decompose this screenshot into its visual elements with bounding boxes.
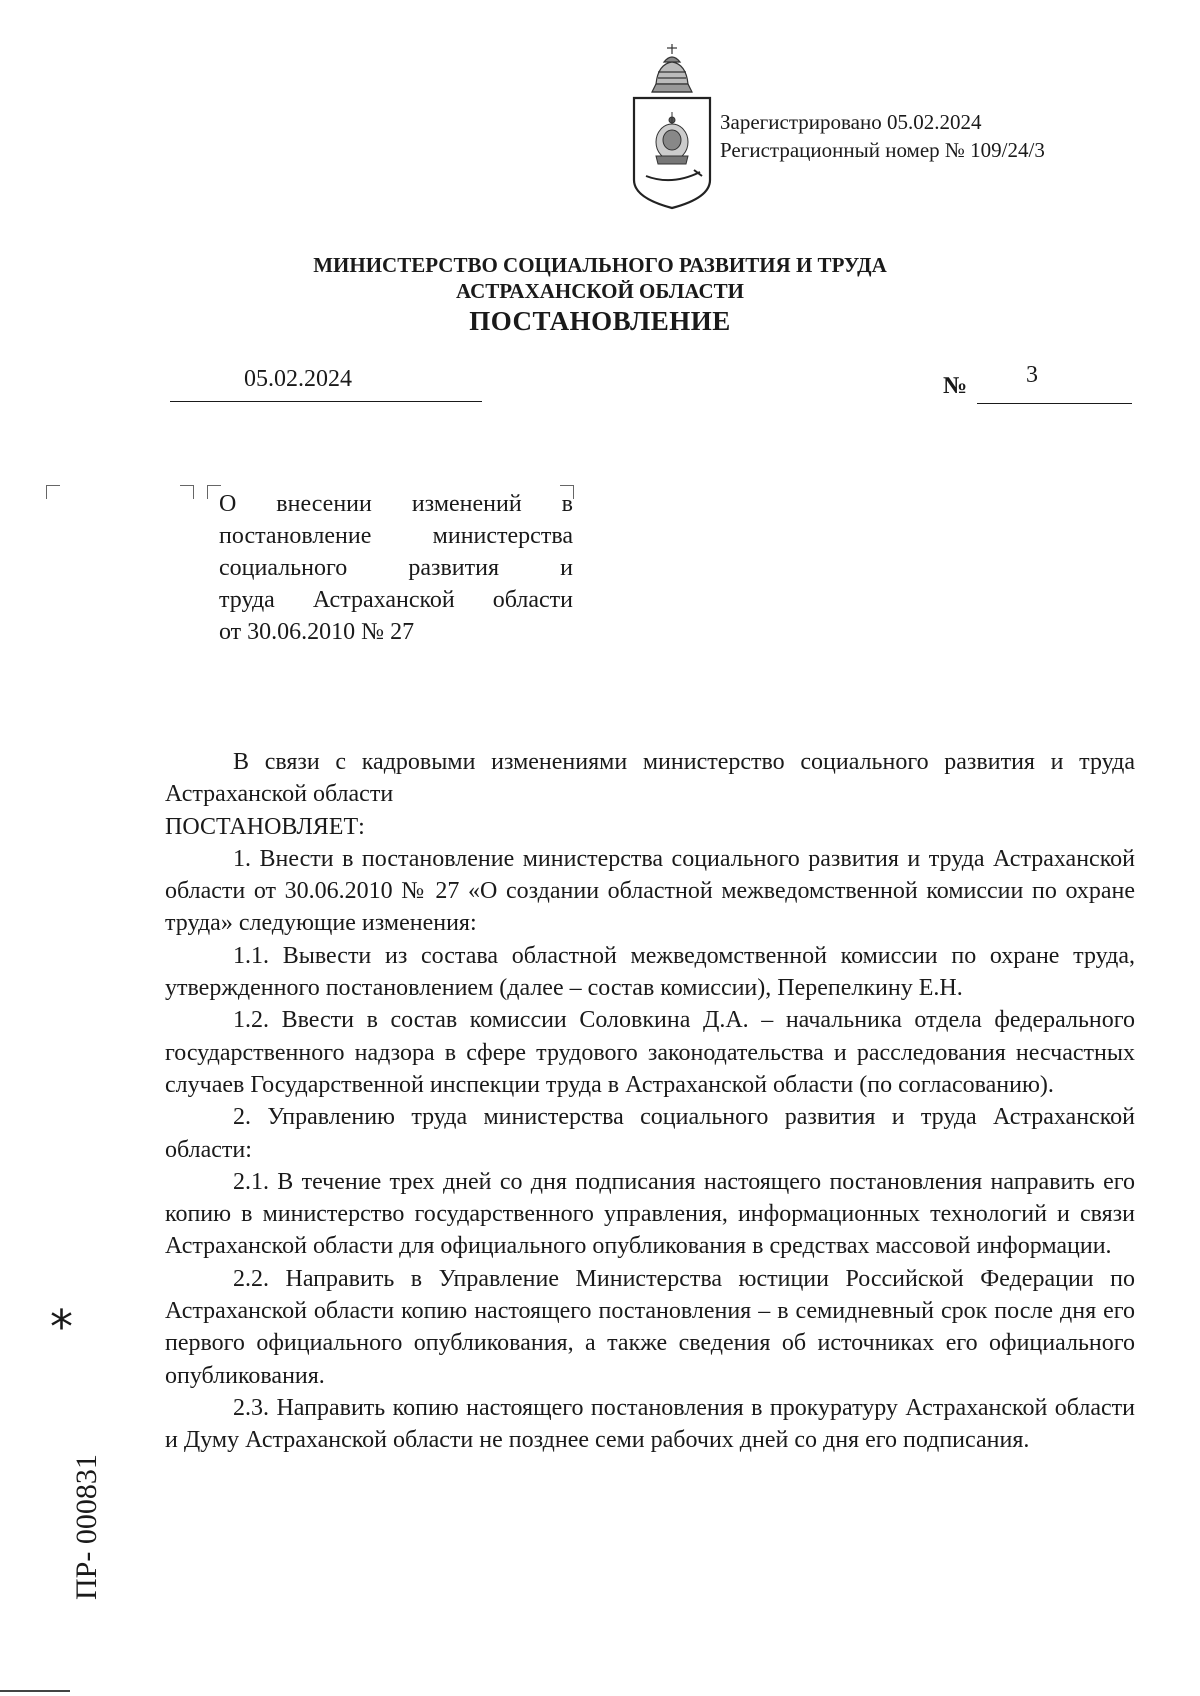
corner-mark-outer (46, 485, 60, 499)
clause-2-2: 2.2. Направить в Управление Министерства юстиции Российской Федерации по Астраханской области копию настоящего постановления – в семидневный срок после дня его первого официального опубликования, а также сведения об источниках его официального опубликования. (165, 1265, 1135, 1389)
registration-date: Зарегистрировано 05.02.2024 (720, 110, 982, 134)
coat-of-arms-emblem (628, 42, 716, 210)
document-date: 05.02.2024 (244, 366, 352, 392)
intro-paragraph: В связи с кадровыми изменениями министерство социального развития и труда Астраханской области (165, 749, 1135, 808)
date-underline (170, 401, 482, 402)
subject-line: от 30.06.2010 № 27 (219, 619, 415, 645)
clause-2-3: 2.3. Направить копию настоящего постановления в прокуратуру Астраханской области и Думу Астраханской области не позднее семи рабочих дней со дня его подписания. (165, 1394, 1135, 1454)
number-sign: № (943, 373, 968, 399)
number-underline (977, 403, 1132, 404)
clause-1: 1. Внести в постановление министерства социального развития и труда Астраханской области от 30.06.2010 № 27 «О создании областной межведомственной комиссии по охране труда» следующие изменения: (165, 845, 1135, 937)
document-subject (219, 488, 573, 648)
clause-2: 2. Управлению труда министерства социального развития и труда Астраханской области: (165, 1104, 1135, 1163)
registration-number: Регистрационный номер № 109/24/3 (720, 138, 1045, 162)
document-type-title: ПОСТАНОВЛЕНИЕ (469, 306, 731, 336)
clause-1-2: 1.2. Ввести в состав комиссии Соловкина Д.А. – начальника отдела федерального государственного надзора в сфере трудового законодательства и расследования несчастных случаев Государственной инспекции труда в Астраханской области (по согласованию). (165, 1007, 1135, 1098)
corner-mark-left-a (180, 485, 194, 499)
subject-line: труда Астраханской области (219, 587, 573, 613)
stamp-code-vertical: ПР- 000831 (70, 1454, 103, 1600)
clause-1-1: 1.1. Вывести из состава областной межведомственной комиссии по охране труда, утвержденного постановлением (далее – состав комиссии), Перепелкину Е.Н. (165, 942, 1135, 1002)
clause-2-1: 2.1. В течение трех дней со дня подписания настоящего постановления направить его копию в министерство государственного управления, информационных технологий и связи Астраханской области для официального опубликования в средствах массовой информации. (165, 1168, 1135, 1260)
subject-line: социального развития и (219, 555, 573, 581)
ministry-name-line2: АСТРАХАНСКОЙ ОБЛАСТИ (455, 279, 745, 303)
subject-line: О внесении изменений в (219, 491, 573, 517)
decree-word: ПОСТАНОВЛЯЕТ: (165, 813, 365, 840)
subject-line: постановление министерства (219, 523, 573, 549)
bottom-edge-mark (0, 1690, 70, 1692)
ministry-name-line1: МИНИСТЕРСТВО СОЦИАЛЬНОГО РАЗВИТИЯ И ТРУДА (313, 253, 887, 277)
stamp-asterisk: * (50, 1300, 73, 1354)
document-number: 3 (1026, 362, 1038, 388)
document-body (165, 746, 1135, 1457)
